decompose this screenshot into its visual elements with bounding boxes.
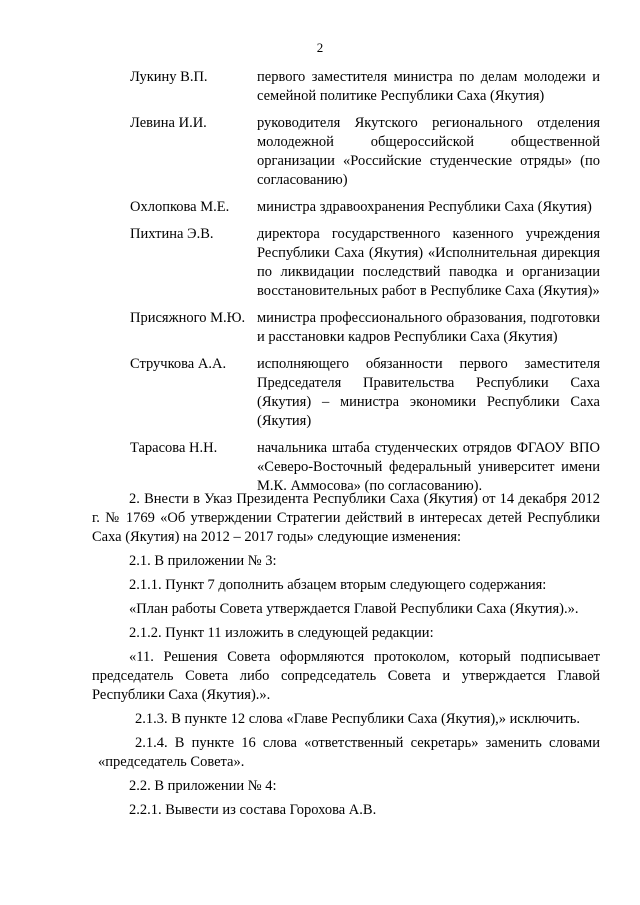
members-list [130,68,600,504]
member-role: исполняющего обязанности первого заместителя Председателя Правительства Республики Саха (Якутия) – министра экономики Республики Саха (Якутия) [257,356,600,429]
member-name: Лукину В.П. [130,69,208,85]
list-item [130,198,600,217]
member-name: Стручкова А.А. [130,356,227,372]
member-name: Тарасова Н.Н. [130,440,218,456]
paragraph: 2.1.3. В пункте 12 слова «Главе Республики Саха (Якутия),» исключить. [135,711,581,727]
paragraph: 2.1.1. Пункт 7 дополнить абзацем вторым следующего содержания: [129,577,547,593]
list-item [130,225,600,301]
member-name: Пихтина Э.В. [130,226,214,242]
member-role: министра здравоохранения Республики Саха (Якутия) [257,199,592,215]
member-role: министра профессионального образования, подготовки и расстановки кадров Республики Саха (Якутия) [257,310,600,345]
list-item [130,355,600,431]
member-role: начальника штаба студенческих отрядов ФГАОУ ВПО «Северо-Восточный федеральный университет имени М.К. Аммосова» (по согласованию). [257,440,600,494]
list-item [130,439,600,496]
member-name: Охлопкова М.Е. [130,199,230,215]
paragraph: 2.2. В приложении № 4: [129,778,277,794]
member-role: руководителя Якутского регионального отделения молодежной общероссийской общественной организации «Российские студенческие отряды» (по согласованию) [257,115,600,188]
list-item [130,114,600,190]
paragraph: 2.1.2. Пункт 11 изложить в следующей редакции: [129,625,434,641]
paragraph: 2.1. В приложении № 3: [129,553,277,569]
paragraph: «План работы Совета утверждается Главой Республики Саха (Якутия).». [129,601,579,617]
paragraph: «11. Решения Совета оформляются протоколом, который подписывает председатель Совета либо сопредседатель Совета и утверждается Главой Республики Саха (Якутия).». [92,649,600,703]
member-name: Присяжного М.Ю. [130,310,246,326]
page-number: 2 [316,40,324,55]
paragraph: 2.2.1. Вывести из состава Горохова А.В. [129,802,377,818]
list-item [130,309,600,347]
member-role: первого заместителя министра по делам молодежи и семейной политике Республики Саха (Якутия) [257,69,600,104]
paragraph: 2. Внести в Указ Президента Республики Саха (Якутия) от 14 декабря 2012 г. № 1769 «Об утверждении Стратегии действий в интересах детей Республики Саха (Якутия) на 2012 – 2017 годы» следующие изменения: [92,491,600,545]
list-item [130,68,600,106]
document-body [92,490,600,825]
member-role: директора государственного казенного учреждения Республики Саха (Якутия) «Исполнительная дирекция по ликвидации последствий паводка и организации восстановительных работ в Республике Саха (Якутия)» [257,226,600,299]
member-name: Левина И.И. [130,115,207,131]
paragraph: 2.1.4. В пункте 16 слова «ответственный секретарь» заменить словами «председатель Совета». [98,735,600,770]
